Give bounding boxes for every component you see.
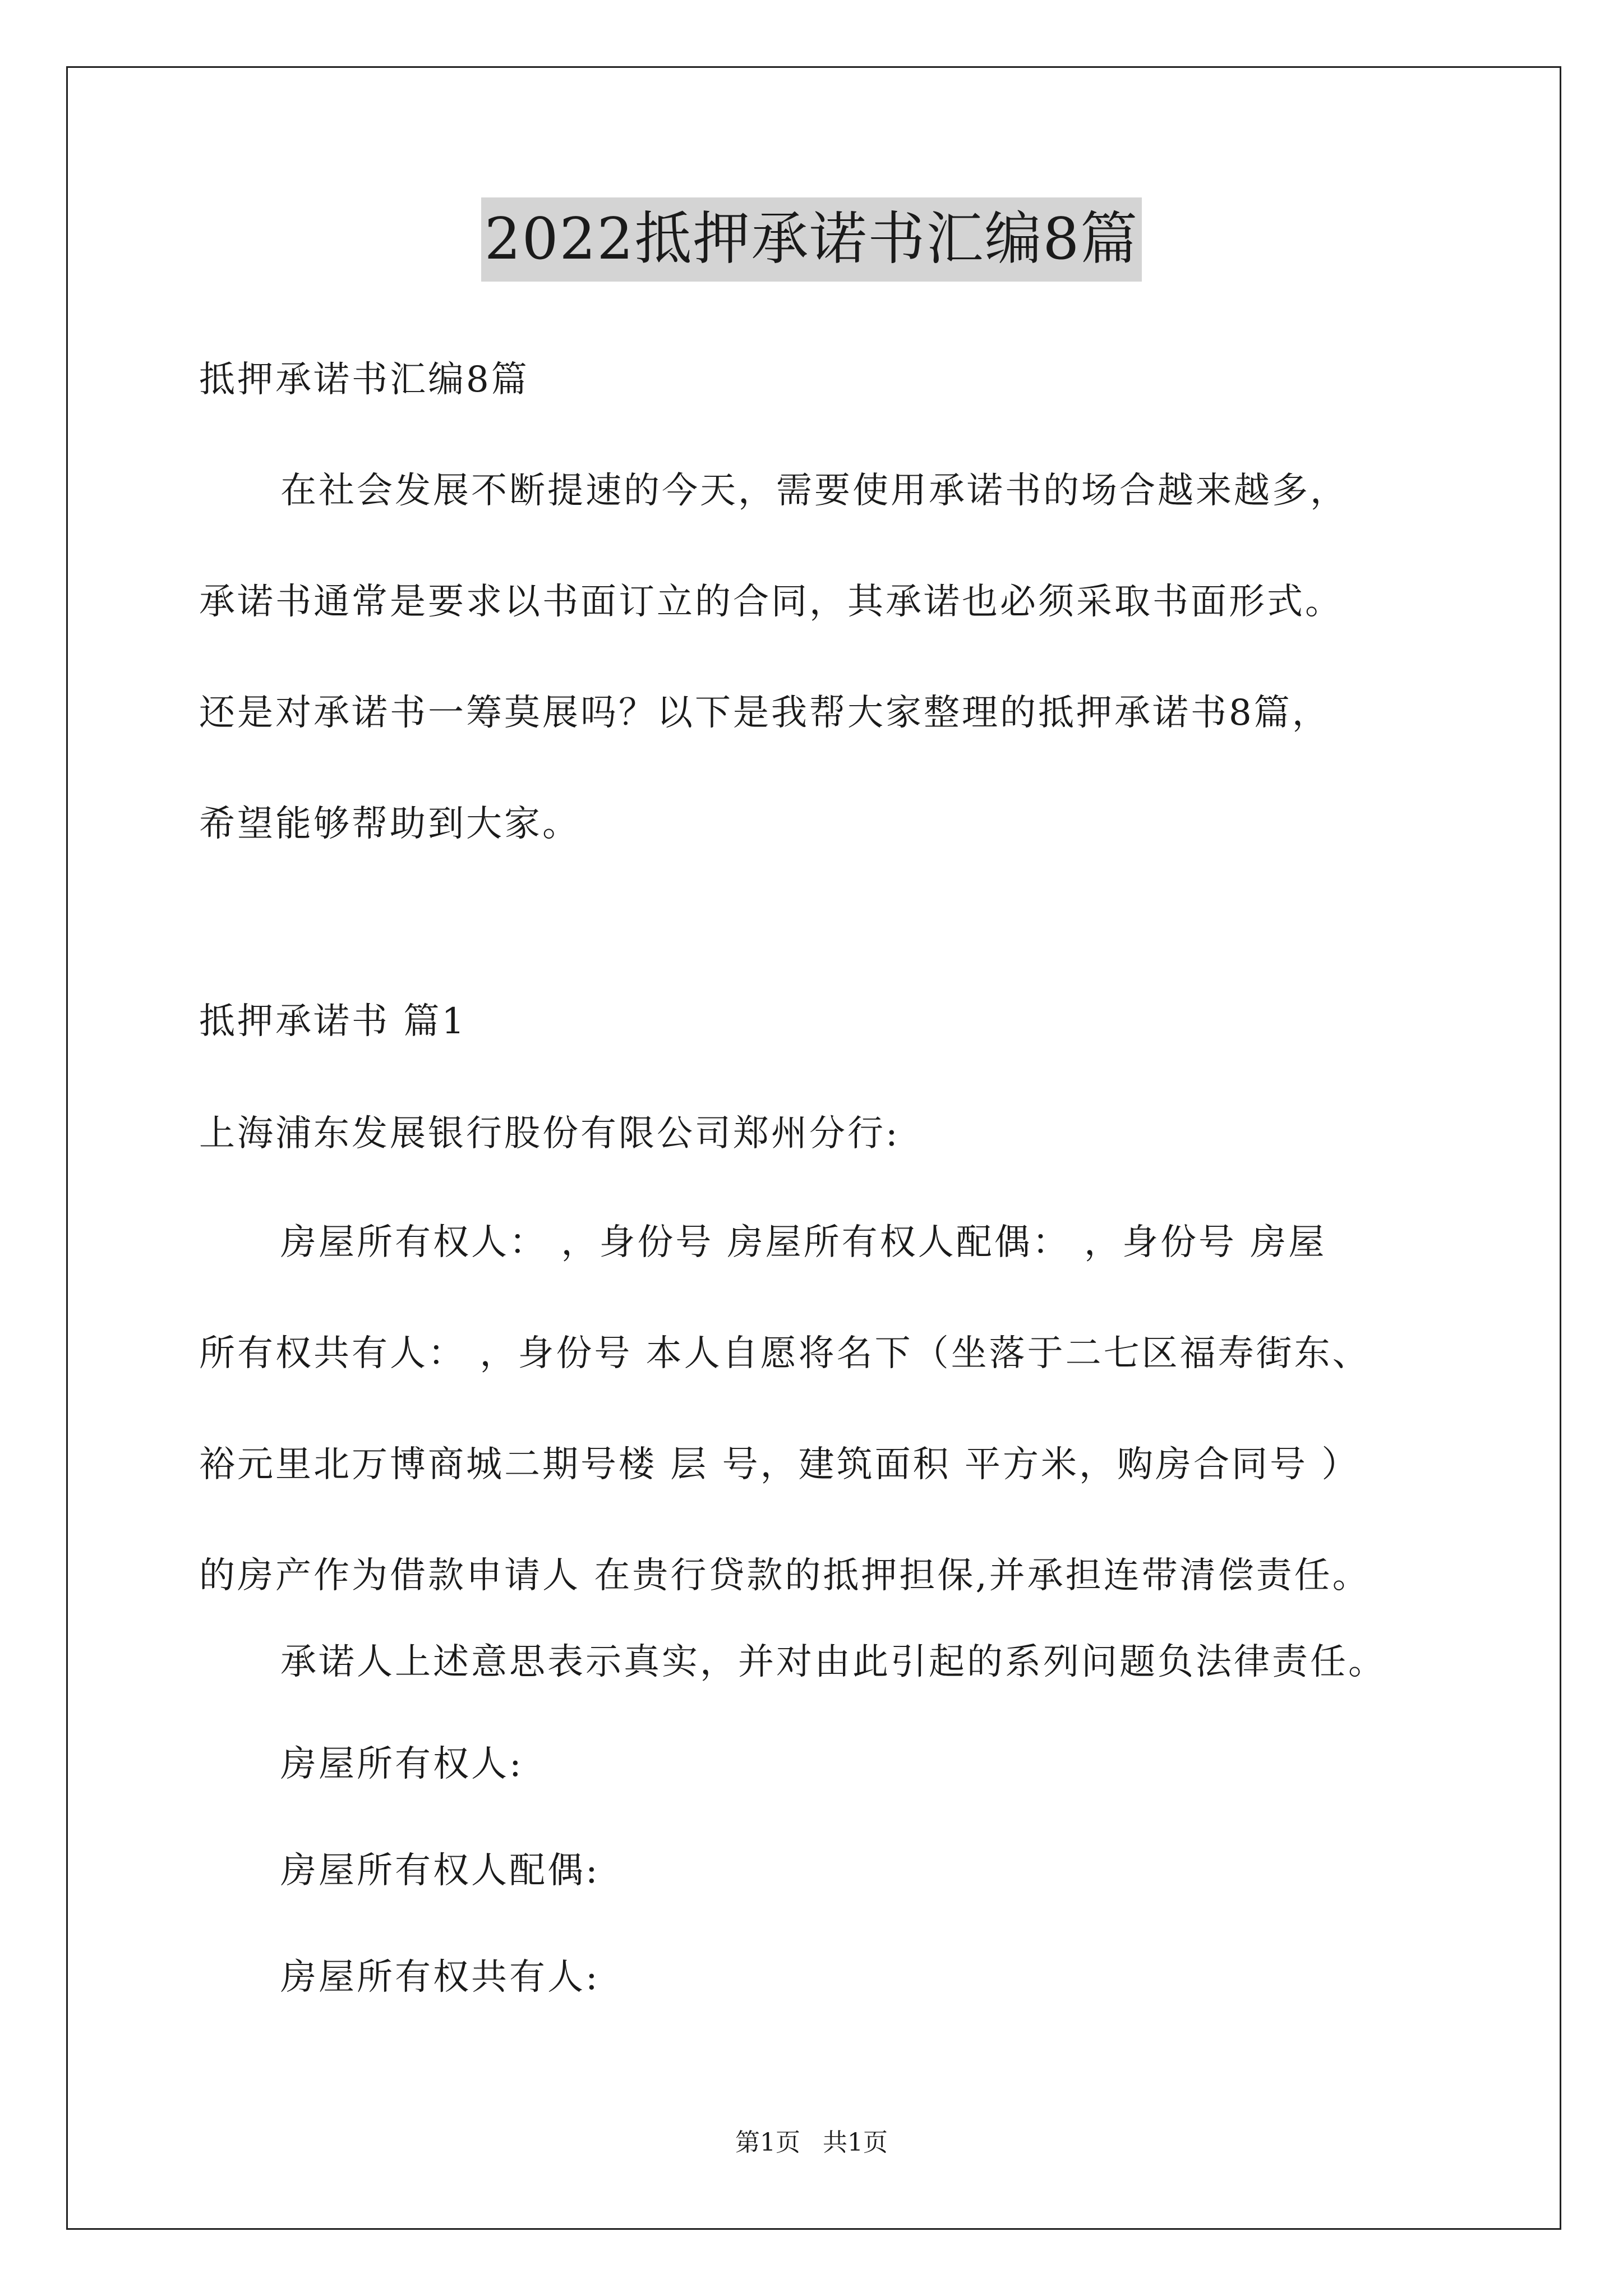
page-total: 共1页 bbox=[823, 2128, 888, 2157]
document-subtitle: 抵押承诺书汇编8篇 bbox=[199, 359, 529, 401]
intro-line-4: 希望能够帮助到大家。 bbox=[199, 803, 580, 845]
intro-line-2: 承诺书通常是要求以书面订立的合同，其承诺也必须采取书面形式。 bbox=[199, 581, 1343, 623]
document-title: 2022抵押承诺书汇编8篇 bbox=[481, 197, 1142, 282]
intro-line-1: 在社会发展不断提速的今天，需要使用承诺书的场合越来越多， bbox=[280, 470, 1348, 512]
page-footer bbox=[0, 2126, 1623, 2160]
body-line-4: 的房产作为借款申请人 在贵行贷款的抵押担保,并承担连带清偿责任。 bbox=[199, 1555, 1371, 1596]
statement-line: 承诺人上述意思表示真实，并对由此引起的系列问题负法律责任。 bbox=[280, 1641, 1386, 1683]
signature-owner: 房屋所有权人: bbox=[280, 1743, 524, 1785]
body-line-2: 所有权共有人： ，身份号 本人自愿将名下（坐落于二七区福寿街东、 bbox=[199, 1333, 1371, 1374]
body-line-3: 裕元里北万博商城二期号楼 层 号，建筑面积 平方米，购房合同号 ） bbox=[199, 1444, 1360, 1485]
body-line-1: 房屋所有权人： ，身份号 房屋所有权人配偶： ，身份号 房屋 bbox=[280, 1222, 1327, 1263]
title-container bbox=[0, 197, 1623, 282]
section-heading: 抵押承诺书 篇1 bbox=[199, 1001, 467, 1042]
page-number: 第1页 bbox=[735, 2128, 800, 2157]
addressee: 上海浦东发展银行股份有限公司郑州分行: bbox=[199, 1113, 900, 1154]
signature-owner-spouse: 房屋所有权人配偶: bbox=[280, 1850, 600, 1892]
signature-co-owner: 房屋所有权共有人: bbox=[280, 1957, 600, 1998]
intro-line-3: 还是对承诺书一筹莫展吗？以下是我帮大家整理的抵押承诺书8篇， bbox=[199, 692, 1330, 734]
